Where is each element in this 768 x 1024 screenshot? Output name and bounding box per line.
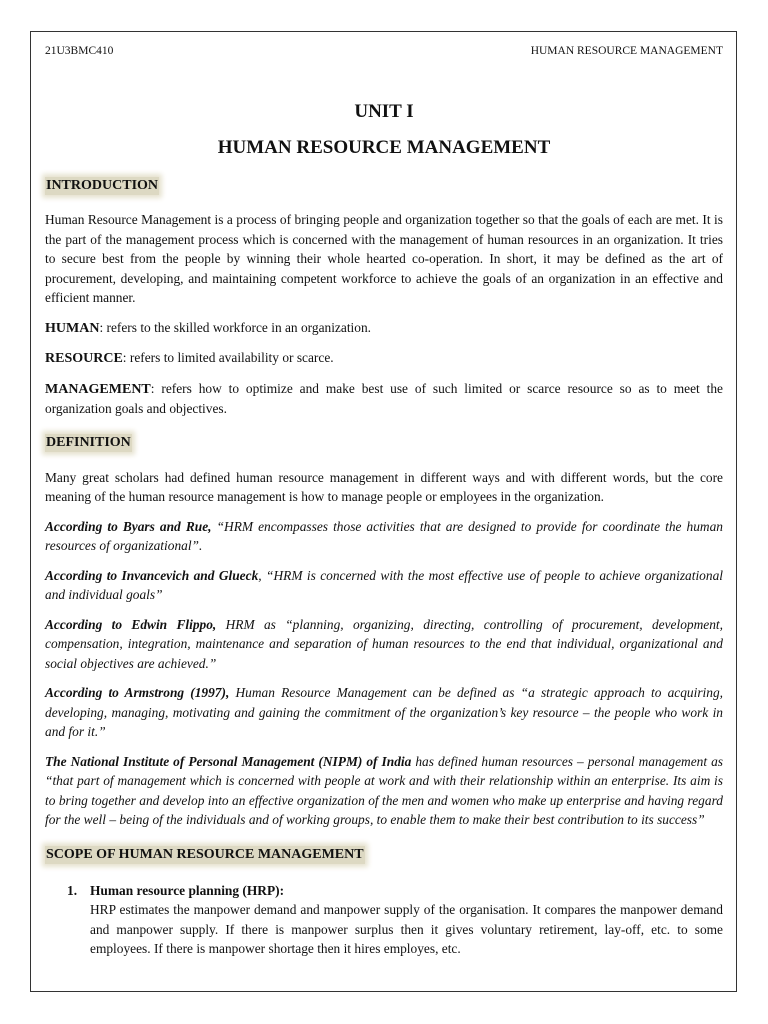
quote-source: According to Invancevich and Glueck [45,567,259,583]
page-header [45,44,723,58]
header-subject: HUMAN RESOURCE MANAGEMENT [530,45,723,57]
list-item [45,881,723,959]
quote-text: Human Resource Management can be defined as “a strategic approach to acquiring, developing, managing, motivating and gaining the commitment of the organization’s key resource – the people who work in and for it.” [45,685,723,739]
main-title: HUMAN RESOURCE MANAGEMENT [217,137,551,158]
term-text: : refers how to optimize and make best use of such limited or scarce resource so as to meet the organization goals and objectives. [45,380,723,416]
list-item-title: Human resource planning (HRP): [90,882,285,898]
definition-heading: DEFINITION [46,434,131,450]
term-text: : refers to limited availability or scarce. [122,350,334,365]
quote-text: has defined human resources – personal management as “that part of management which is concerned with people at work and with their relationship within an enterprise. Its aim is to bring together and develop into an effective organization of the men and women who make up enterprise and having regard for the well – being of the individuals and of working groups, to enable them to make their best contribution to its success” [45,753,723,827]
list-number: 1. [67,882,78,898]
introduction-section [45,175,723,195]
term-management [45,379,723,419]
quote-source: The National Institute of Personal Management (NIPM) of India [45,753,412,769]
definition-quote [45,566,723,605]
definition-section [45,432,723,452]
term-text: : refers to the skilled workforce in an organization. [99,319,372,335]
list-item-text: HRP estimates the manpower demand and manpower supply of the organisation. It compares the manpower demand and manpower supply. If there is manpower surplus then it gives voluntary retirement, lay-off, etc. to some employees. If there is manpower shortage then it hires employes, etc. [90,902,723,956]
definition-quote [45,517,723,556]
unit-title: UNIT I [354,101,414,122]
term-resource [45,348,723,369]
introduction-heading: INTRODUCTION [46,178,159,193]
quote-text: , “HRM is concerned with the most effective use of people to achieve organizational and individual goals” [45,567,723,602]
quote-source: According to Byars and Rue, [45,518,212,534]
quote-text: HRM as “planning, organizing, directing, controlling of procurement, development, compensation, integration, maintenance and separation of human resources to the end that individual, organizational and social objectives are achieved.” [45,616,723,671]
definition-quote [45,683,723,742]
definition-quote [45,615,723,674]
definition-quote [45,752,723,830]
course-code: 21U3BMC410 [45,45,114,57]
term-human [45,318,723,339]
introduction-paragraph: Human Resource Management is a process of bringing people and organization together so that the goals of each are met. It is the part of the management process which is concerned with the management of human resources in an organization. It tries to secure best from the people by winning their whole hearted co-operation. In short, it may be defined as the art of procurement, developing, and maintaining competent workforce to achieve the goals of an organization in an effective and efficient manner. [45,212,723,305]
term-label: HUMAN [45,320,100,336]
document-page [45,44,723,959]
scope-section [45,844,723,864]
quote-text: “HRM encompasses those activities that are designed to provide for coordinate the human resources of organizational”. [45,518,723,553]
quote-source: According to Edwin Flippo, [45,616,217,632]
quote-source: According to Armstrong (1997), [45,685,230,700]
scope-heading: SCOPE OF HUMAN RESOURCE MANAGEMENT [46,846,364,862]
term-label: RESOURCE [45,351,123,366]
term-label: MANAGEMENT [45,381,151,397]
definition-intro: Many great scholars had defined human resource management in different ways and with different words, but the core meaning of the human resource management is how to manage people or employees in the organization. [45,469,723,504]
